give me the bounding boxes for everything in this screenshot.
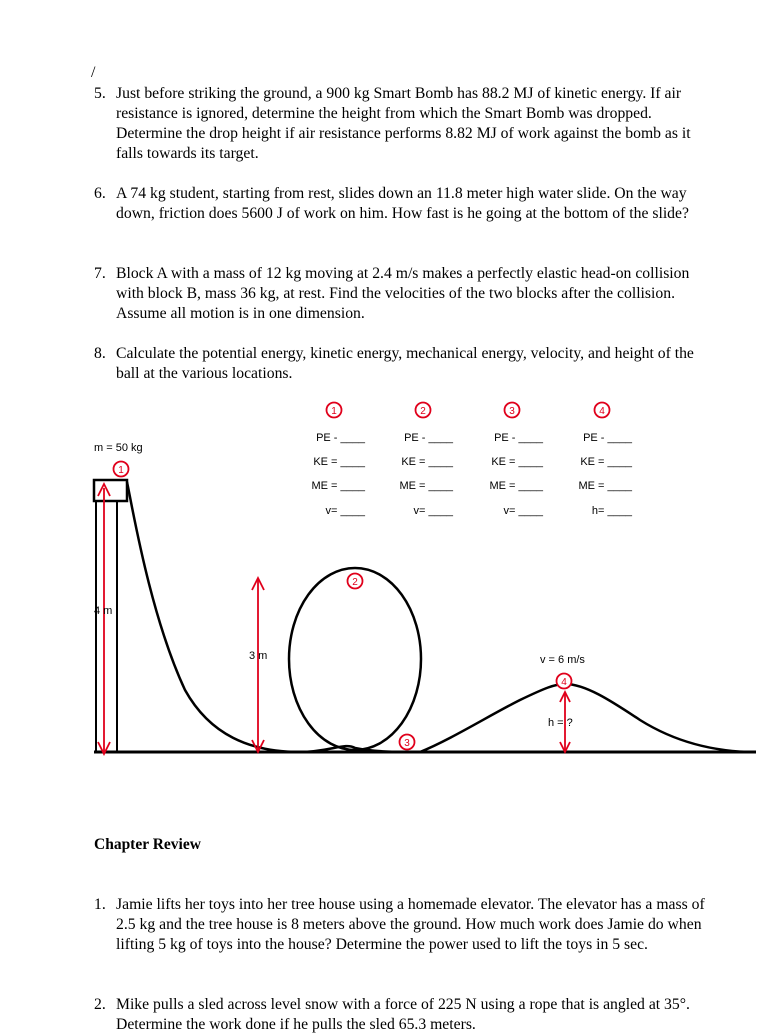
me-row: ME = ____	[578, 480, 632, 492]
question-5	[94, 84, 716, 164]
question-number: 1.	[94, 896, 106, 913]
marker-point-3	[400, 735, 415, 750]
column-id: 1	[331, 406, 337, 417]
energy-column-4	[578, 403, 632, 518]
v-row: v= ____	[503, 505, 543, 517]
pe-row: PE - ____	[316, 432, 365, 444]
velocity-label: v = 6 m/s	[540, 654, 585, 666]
question-number: 5.	[94, 85, 106, 102]
energy-column-2	[399, 403, 453, 518]
v-row: v= ____	[325, 505, 365, 517]
energy-column-3	[489, 403, 543, 518]
marker-point-1	[114, 462, 129, 477]
energy-diagram	[0, 388, 768, 768]
column-id: 4	[599, 406, 605, 417]
h-row: h= ____	[591, 505, 632, 517]
question-7	[94, 264, 716, 324]
question-text: Calculate the potential energy, kinetic energy, mechanical energy, velocity, and height of the ball at the various locations.	[116, 345, 694, 382]
question-text: Block A with a mass of 12 kg moving at 2.4 m/s makes a perfectly elastic head-on collision with block B, mass 36 kg, at rest. Find the velocities of the two blocks after the collision. Assume all motion is in one dimension.	[116, 265, 690, 322]
track-loop	[289, 568, 421, 750]
track-slide	[127, 482, 300, 752]
question-8	[94, 344, 716, 384]
ke-row: KE = ____	[491, 456, 543, 468]
column-id: 3	[509, 406, 515, 417]
question-text: A 74 kg student, starting from rest, slides down an 11.8 meter high water slide. On the way down, friction does 5600 J of work on him. How fast is he going at the bottom of the slide?	[116, 185, 689, 222]
pe-row: PE - ____	[583, 432, 632, 444]
ke-row: KE = ____	[313, 456, 365, 468]
marker-label: 1	[118, 465, 124, 476]
start-platform	[94, 480, 127, 501]
question-number: 8.	[94, 345, 106, 362]
marker-label: 3	[404, 738, 410, 749]
pe-row: PE - ____	[404, 432, 453, 444]
ke-row: KE = ____	[580, 456, 632, 468]
question-6	[94, 184, 716, 224]
column-id: 2	[420, 406, 426, 417]
question-text: Jamie lifts her toys into her tree house using a homemade elevator. The elevator has a mass of 2.5 kg and the tree house is 8 meters above the ground. How much work does Jamie do when lifting 5 kg of toys into the house? Determine the power used to lift the toys in 5 sec.	[116, 896, 705, 953]
question-text: Just before striking the ground, a 900 kg Smart Bomb has 88.2 MJ of kinetic energy. If air resistance is ignored, determine the height from which the Smart Bomb was dropped. Determine the drop height if air resistance performs 8.82 MJ of work against the bomb as it falls towards its target.	[116, 85, 691, 162]
marker-label: 2	[352, 577, 358, 588]
review-question-2	[94, 995, 716, 1035]
section-heading: Chapter Review	[94, 836, 201, 853]
question-number: 2.	[94, 996, 106, 1013]
stray-mark: /	[91, 64, 96, 81]
v-row: v= ____	[413, 505, 453, 517]
me-row: ME = ____	[489, 480, 543, 492]
mass-label: m = 50 kg	[94, 442, 143, 454]
height-label-start: 4 m	[94, 605, 113, 617]
track-hill	[420, 684, 756, 752]
energy-column-1	[311, 403, 365, 518]
marker-point-4	[557, 674, 572, 689]
height-label-loop: 3 m	[249, 650, 268, 662]
height-arrow-3m	[252, 578, 264, 752]
review-question-1	[94, 895, 716, 955]
height-unknown-label: h = ?	[548, 717, 573, 729]
height-arrow-4m	[98, 484, 110, 754]
marker-point-2	[348, 574, 363, 589]
marker-label: 4	[561, 677, 567, 688]
question-number: 6.	[94, 185, 106, 202]
question-number: 7.	[94, 265, 106, 282]
ke-row: KE = ____	[401, 456, 453, 468]
me-row: ME = ____	[311, 480, 365, 492]
pe-row: PE - ____	[494, 432, 543, 444]
question-text: Mike pulls a sled across level snow with a force of 225 N using a rope that is angled at 35°. Determine the work done if he pulls the sled 65.3 meters.	[116, 996, 690, 1033]
me-row: ME = ____	[399, 480, 453, 492]
